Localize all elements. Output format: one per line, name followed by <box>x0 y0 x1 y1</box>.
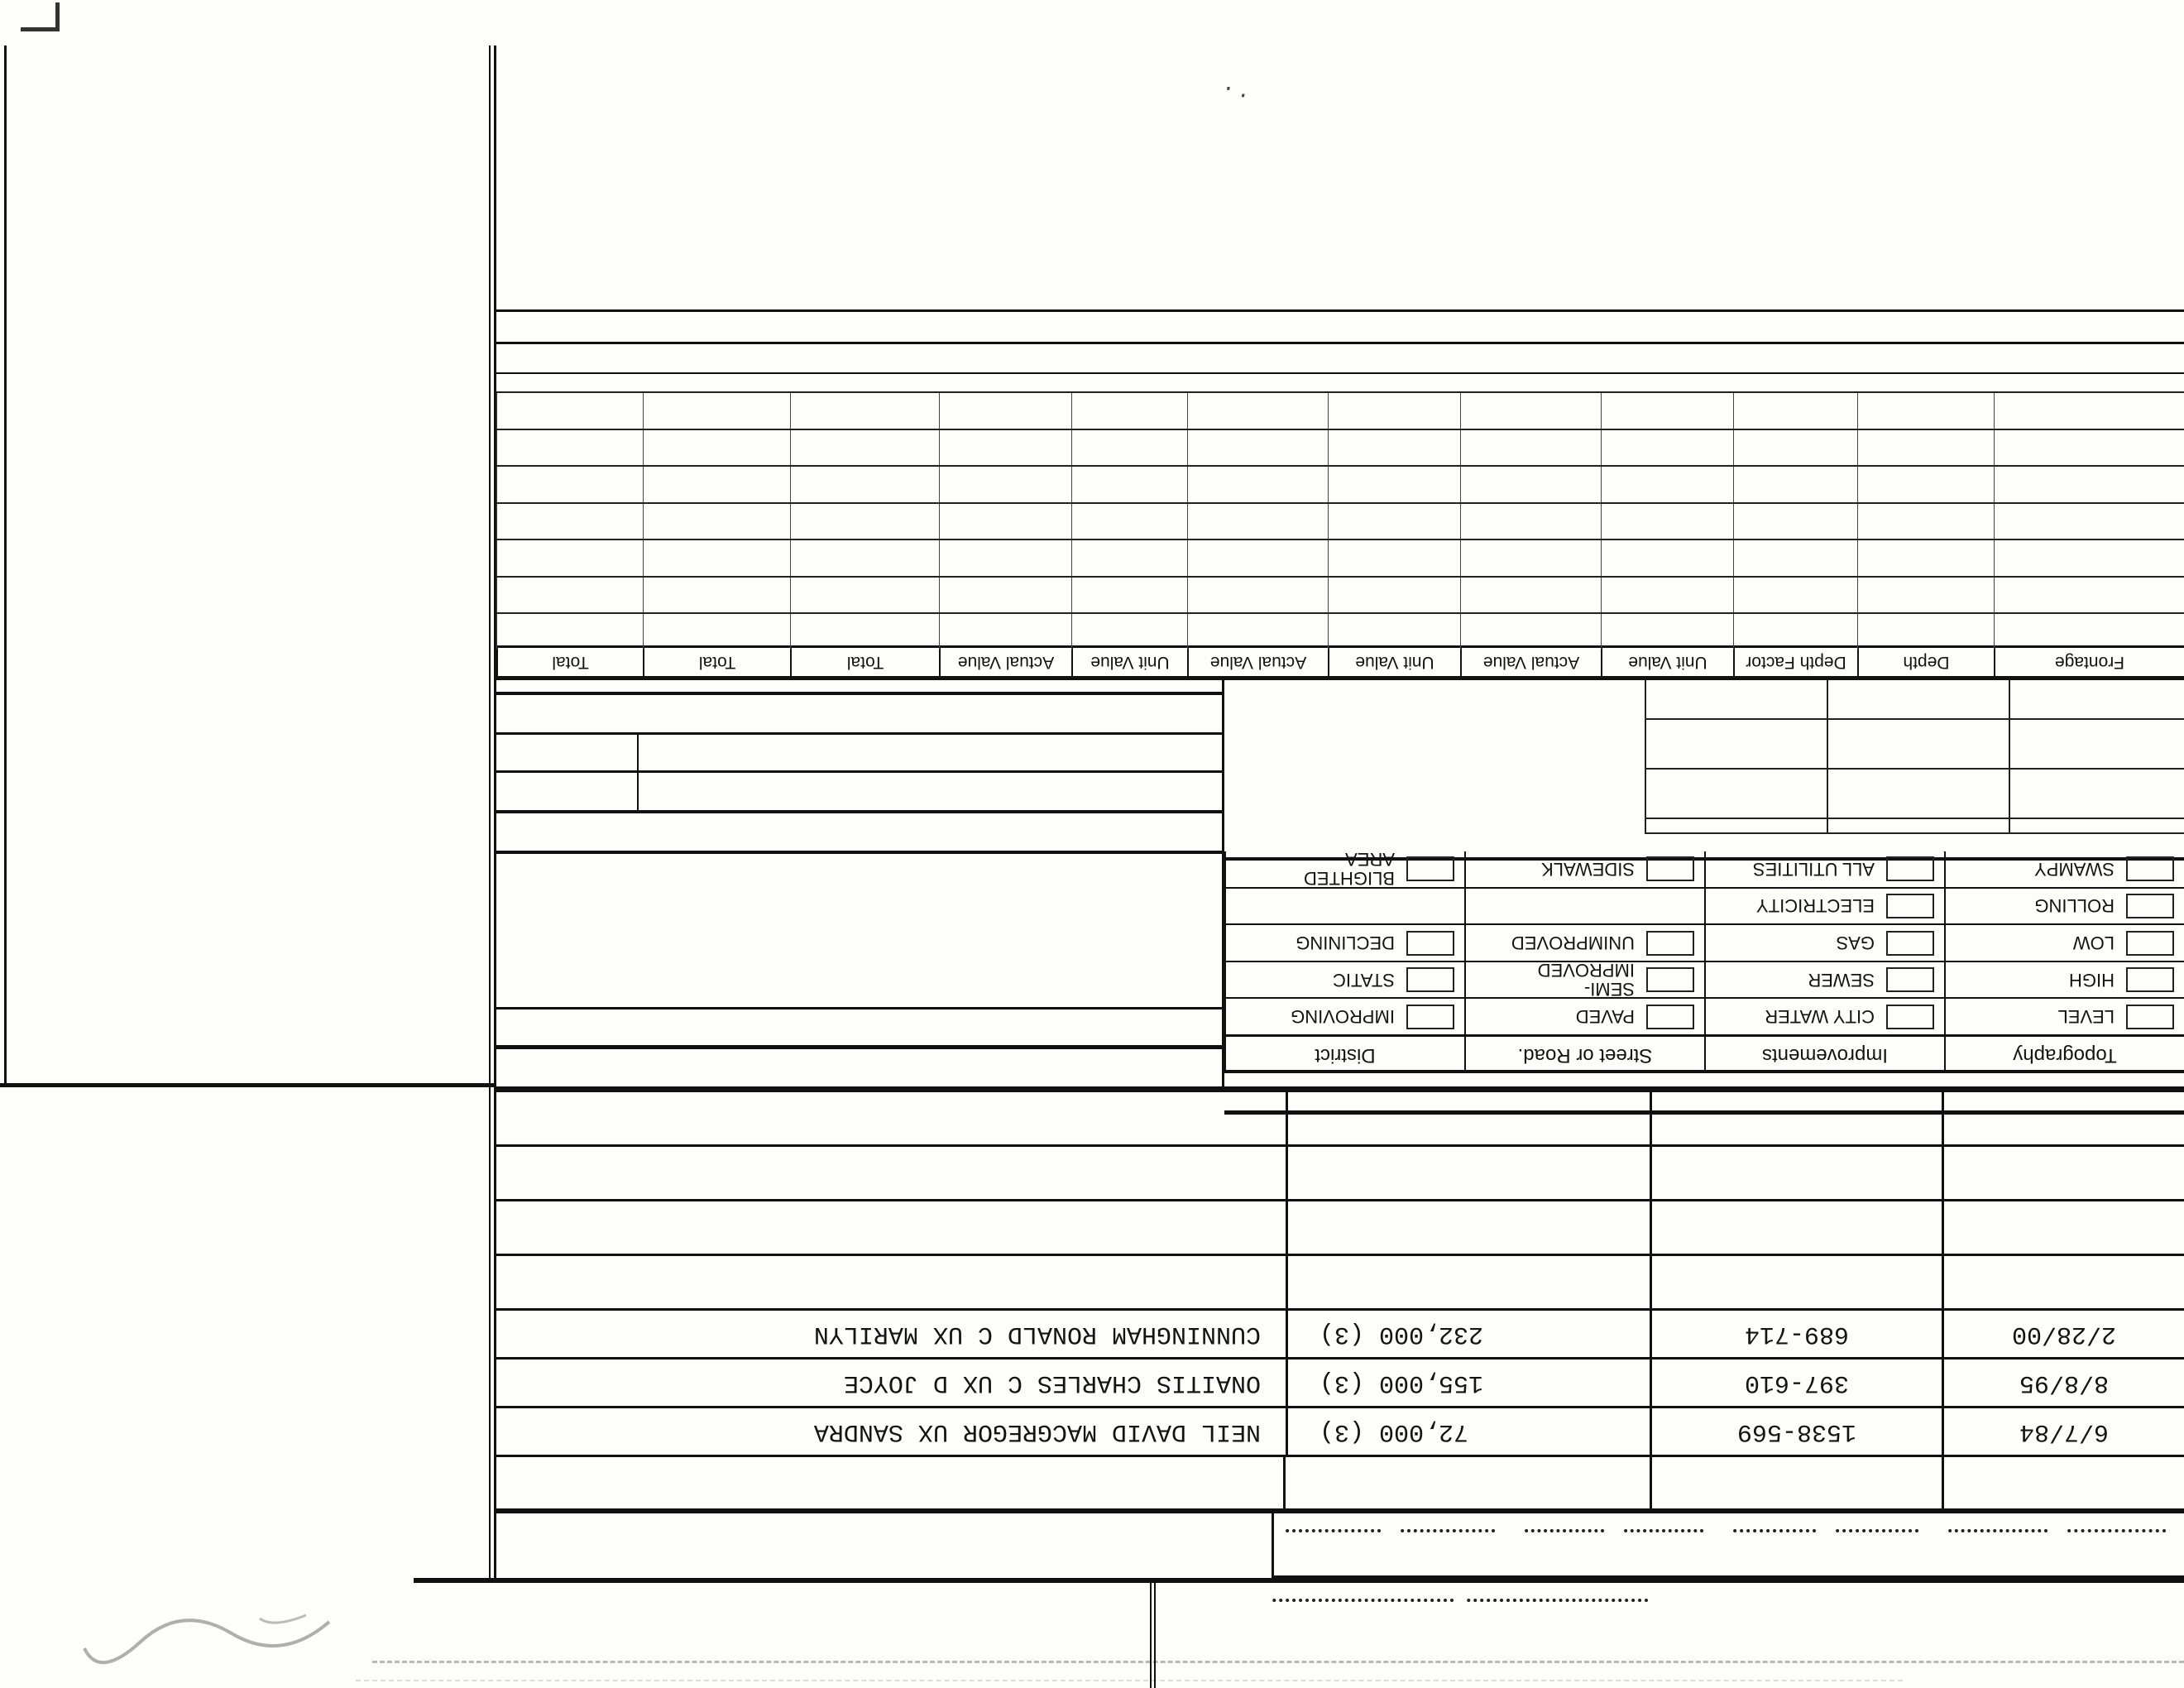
factor-label: GAS <box>1836 933 1875 954</box>
empty-cell <box>1733 504 1857 539</box>
transfer-row <box>496 1308 2184 1357</box>
empty-cell <box>1460 468 1601 503</box>
factor-checkbox <box>2126 931 2174 956</box>
map-cell <box>1937 1511 2184 1575</box>
factor-cell <box>1704 889 1944 924</box>
factor-cell <box>1944 999 2184 1034</box>
lvc-empty-row <box>496 576 2184 613</box>
empty-cell <box>643 615 790 650</box>
factor-checkbox <box>1406 856 1454 881</box>
transfer-date: 6/7/84 <box>1942 1408 2184 1455</box>
factor-label: PAVED <box>1575 1006 1635 1028</box>
empty-cell <box>496 541 643 577</box>
empty-cell <box>1994 615 2184 650</box>
factor-cell <box>1464 925 1704 961</box>
empty-cell <box>1071 430 1187 466</box>
empty-cell <box>939 578 1071 613</box>
factor-cell <box>1944 889 2184 924</box>
factor-label: UNIMPROVED <box>1511 933 1635 954</box>
empty-cell <box>1857 468 1994 503</box>
empty-cell <box>1994 468 2184 503</box>
empty-cell <box>790 578 939 613</box>
factor-label: SEMI-IMPROVED <box>1537 960 1635 1000</box>
property-factors-table <box>1224 849 2184 1073</box>
id-cell <box>1274 1511 1513 1575</box>
lvc-empty-row <box>496 539 2184 577</box>
empty-cell <box>496 1092 1286 1144</box>
factor-cell <box>1704 851 1944 887</box>
factors-column-header: Improvements <box>1704 1037 1944 1073</box>
empty-cell <box>496 1256 1286 1308</box>
dotted-leader <box>1467 1599 1648 1620</box>
empty-cell <box>1601 615 1733 650</box>
cell-divider <box>637 773 639 810</box>
empty-cell <box>790 504 939 539</box>
empty-cell <box>1857 578 1994 613</box>
grid-line <box>1645 680 1646 834</box>
transfer-name: CUNNINGHAM RONALD C UX MARILYN <box>813 1320 1261 1348</box>
lvc-empty-row <box>496 466 2184 503</box>
dotted-leader <box>1272 1599 1454 1620</box>
empty-cell <box>1328 430 1460 466</box>
transfer-row-empty <box>496 1199 2184 1254</box>
empty-cell <box>643 541 790 577</box>
empty-cell <box>1733 430 1857 466</box>
empty-cell <box>1733 541 1857 577</box>
empty-cell <box>1328 615 1460 650</box>
empty-cell <box>1942 1201 2184 1254</box>
transfer-header-name <box>496 1457 1283 1508</box>
empty-cell <box>643 578 790 613</box>
empty-cell <box>1286 1147 1650 1199</box>
factor-label: LEVEL <box>2057 1006 2115 1028</box>
lvc-column-header: Depth <box>1857 648 1994 676</box>
factor-label: LOW <box>2072 933 2115 954</box>
empty-cell <box>1857 541 1994 577</box>
permit-no-date-row <box>494 770 1222 810</box>
empty-cell <box>1187 504 1328 539</box>
lvc-column-header: Actual Value <box>1187 648 1328 676</box>
factor-cell <box>1944 962 2184 998</box>
transfer-header-row <box>496 1455 2184 1508</box>
empty-cell <box>1187 578 1328 613</box>
parcel-id-row <box>1272 1508 2184 1578</box>
factor-cell <box>1224 999 1464 1034</box>
empty-cell <box>939 541 1071 577</box>
factor-checkbox <box>1886 1005 1934 1029</box>
factor-checkbox <box>1886 856 1934 881</box>
description-box <box>480 1583 1156 1688</box>
empty-cell <box>643 468 790 503</box>
empty-cell <box>643 430 790 466</box>
empty-cell <box>1460 541 1601 577</box>
factor-cell <box>1224 962 1464 998</box>
empty-cell <box>496 468 643 503</box>
empty-cell <box>1857 430 1994 466</box>
property-factors-banner <box>1224 1070 2184 1115</box>
lvc-head <box>496 645 2184 680</box>
transfer-row-empty <box>496 1254 2184 1308</box>
factor-label: STATIC <box>1333 969 1395 990</box>
empty-cell <box>1942 1256 2184 1308</box>
empty-cell <box>496 615 643 650</box>
factor-checkbox <box>1886 894 1934 918</box>
factor-cell <box>1464 851 1704 887</box>
grid-line <box>1646 832 2184 834</box>
factor-label: BLIGHTED AREA <box>1303 849 1395 890</box>
lvc-empty-row <box>496 613 2184 650</box>
empty-cell <box>496 430 643 466</box>
factor-cell <box>1704 925 1944 961</box>
cell-divider <box>637 735 639 770</box>
project-row <box>494 692 1222 732</box>
transfer-row-empty <box>496 1144 2184 1199</box>
building-permit-record-title <box>494 810 1222 851</box>
factors-body <box>1224 851 2184 1034</box>
empty-cell <box>1601 430 1733 466</box>
faint-marks: ·. <box>1214 80 1248 109</box>
factor-label: ROLLING <box>2034 895 2115 917</box>
card-of-line <box>1266 1592 1655 1620</box>
lvc-column-header: Frontage <box>1994 648 2184 676</box>
transfer-header-bookpage <box>1650 1457 1942 1508</box>
factor-cell <box>1464 889 1704 924</box>
property-record-card-title <box>494 1045 1222 1092</box>
empty-cell <box>1460 578 1601 613</box>
factor-checkbox <box>1646 856 1694 881</box>
empty-cell <box>1733 615 1857 650</box>
empty-cell <box>1994 430 2184 466</box>
lvc-empty-row <box>496 502 2184 539</box>
empty-cell <box>1994 504 2184 539</box>
factors-head <box>1224 1034 2184 1073</box>
grid-line <box>1646 718 2184 720</box>
factor-cell <box>1944 925 2184 961</box>
empty-cell <box>496 504 643 539</box>
factor-checkbox <box>1406 931 1454 956</box>
empty-cell <box>1071 468 1187 503</box>
empty-cell <box>1071 541 1187 577</box>
empty-cell <box>790 468 939 503</box>
factors-column-header: Street or Road. <box>1464 1037 1704 1073</box>
assessment-record-column <box>0 0 496 1688</box>
transfer-name: NEIL DAVID MACGREGOR UX SANDRA <box>813 1417 1261 1446</box>
corner-influence-row <box>496 342 2184 372</box>
factor-checkbox <box>1406 1005 1454 1029</box>
transfer-name: ONAITIS CHARLES C UX D JOYCE <box>843 1369 1261 1397</box>
lvc-column-header: Unit Value <box>1601 648 1733 676</box>
transfer-header-consideration <box>1283 1457 1650 1508</box>
empty-cell <box>1187 541 1328 577</box>
transfer-row <box>496 1357 2184 1406</box>
acreage-line <box>1213 1542 1259 1571</box>
factor-cell <box>1224 925 1464 961</box>
grid-line <box>2009 680 2010 834</box>
grid-line <box>1646 818 2184 819</box>
empty-cell <box>939 430 1071 466</box>
factor-cell <box>1944 851 2184 887</box>
empty-cell <box>1071 504 1187 539</box>
transfer-consideration: 155,000 (3) <box>1286 1360 1650 1406</box>
lvc-column-header: Total <box>643 648 790 676</box>
empty-cell <box>939 468 1071 503</box>
factor-checkbox <box>1406 967 1454 992</box>
empty-cell <box>1650 1201 1942 1254</box>
empty-cell <box>1733 578 1857 613</box>
empty-cell <box>1601 468 1733 503</box>
empty-cell <box>1994 541 2184 577</box>
empty-cell <box>790 615 939 650</box>
edge-rule <box>4 46 7 1087</box>
additional-information-label <box>494 1007 1222 1045</box>
factor-label: SIDEWALK <box>1541 858 1635 880</box>
factor-label: SWAMPY <box>2034 858 2115 880</box>
empty-cell <box>496 1201 1286 1254</box>
empty-cell <box>1601 578 1733 613</box>
empty-cell <box>1857 504 1994 539</box>
classification-head <box>496 309 2184 342</box>
factor-checkbox <box>2126 856 2174 881</box>
factor-cell <box>1224 849 1464 890</box>
factor-label: CITY WATER <box>1765 1006 1875 1028</box>
transfer-book_page: 397-610 <box>1650 1360 1942 1406</box>
pcl-cell <box>1513 1511 1721 1575</box>
factor-label: DECLINING <box>1296 933 1395 954</box>
empty-cell <box>1650 1256 1942 1308</box>
additional-information-box <box>494 851 1222 1007</box>
empty-cell <box>939 615 1071 650</box>
lvc-column-header: Total <box>790 648 939 676</box>
empty-cell <box>643 504 790 539</box>
factor-checkbox <box>2126 894 2174 918</box>
factor-cell <box>1704 962 1944 998</box>
factor-label: ELECTRICITY <box>1755 895 1875 917</box>
lvc-column-header: Total <box>496 648 643 676</box>
empty-cell <box>1071 578 1187 613</box>
empty-cell <box>1328 468 1460 503</box>
empty-cell <box>939 504 1071 539</box>
factors-row <box>1224 923 2184 961</box>
empty-cell <box>790 430 939 466</box>
land-depreciation-row <box>496 372 2184 403</box>
empty-cell <box>1187 430 1328 466</box>
divider-line <box>414 1578 2184 1583</box>
grid-line <box>1827 680 1828 834</box>
record-card-column <box>494 680 1224 1092</box>
transfer-row <box>496 1406 2184 1455</box>
empty-cell <box>1601 541 1733 577</box>
empty-cell <box>1187 615 1328 650</box>
double-rule <box>489 46 496 1580</box>
factor-checkbox <box>1646 1005 1694 1029</box>
transfer-date: 8/8/95 <box>1942 1360 2184 1406</box>
empty-cell <box>1733 468 1857 503</box>
lvc-column-header: Depth Factor <box>1733 648 1857 676</box>
lvc-column-header: Unit Value <box>1328 648 1460 676</box>
factors-row <box>1224 961 2184 998</box>
empty-cell <box>1650 1147 1942 1199</box>
lvc-column-header: Actual Value <box>1460 648 1601 676</box>
transfer-header-date <box>1942 1457 2184 1508</box>
empty-cell <box>496 578 643 613</box>
factor-cell <box>1224 889 1464 924</box>
factor-checkbox <box>2126 1005 2174 1029</box>
empty-cell <box>1328 541 1460 577</box>
empty-cell <box>1286 1256 1650 1308</box>
transfer-date: 2/28/00 <box>1942 1311 2184 1357</box>
factor-checkbox <box>1646 931 1694 956</box>
factor-checkbox <box>2126 967 2174 992</box>
empty-cell <box>1601 504 1733 539</box>
lvc-body <box>496 403 2184 650</box>
divider-line <box>0 1083 496 1087</box>
empty-cell <box>790 541 939 577</box>
transfer-book_page: 1538-569 <box>1650 1408 1942 1455</box>
empty-cell <box>1328 578 1460 613</box>
empty-cell <box>1071 615 1187 650</box>
factor-checkbox <box>1646 967 1694 992</box>
factors-row <box>1224 887 2184 924</box>
grid-line <box>1646 768 2184 770</box>
empty-cell <box>1460 615 1601 650</box>
factor-cell <box>1464 999 1704 1034</box>
empty-cell <box>1857 615 1994 650</box>
transfer-consideration: 232,000 (3) <box>1286 1311 1650 1357</box>
transfer-rows <box>496 1090 2184 1455</box>
lvc-column-header: Unit Value <box>1071 648 1187 676</box>
factor-cell <box>1704 999 1944 1034</box>
factors-row <box>1224 997 2184 1034</box>
factor-cell <box>1464 962 1704 998</box>
transfer-consideration: 72,000 (3) <box>1286 1408 1650 1455</box>
transfer-book_page: 689-714 <box>1650 1311 1942 1357</box>
empty-cell <box>1328 504 1460 539</box>
factor-label: HIGH <box>2069 969 2115 990</box>
empty-cell <box>1460 504 1601 539</box>
empty-cell <box>1942 1147 2184 1199</box>
empty-cell <box>1460 430 1601 466</box>
factors-column-header: District <box>1224 1037 1464 1073</box>
factors-row <box>1224 849 2184 890</box>
empty-cell <box>1286 1201 1650 1254</box>
blk-cell <box>1722 1511 1937 1575</box>
factor-label: IMPROVING <box>1291 1006 1395 1028</box>
factor-label: SEWER <box>1808 969 1875 990</box>
factor-checkbox <box>1886 967 1934 992</box>
factors-column-header: Topography <box>1944 1037 2184 1073</box>
cost-checked-row <box>494 732 1222 770</box>
factor-checkbox <box>1886 931 1934 956</box>
empty-cell <box>496 1147 1286 1199</box>
empty-cell <box>1187 468 1328 503</box>
empty-cell <box>1994 578 2184 613</box>
transfer-table <box>496 1086 2184 1513</box>
factor-label: ALL UTILITIES <box>1752 858 1875 880</box>
lvc-empty-row <box>496 429 2184 466</box>
lvc-column-header: Actual Value <box>939 648 1071 676</box>
